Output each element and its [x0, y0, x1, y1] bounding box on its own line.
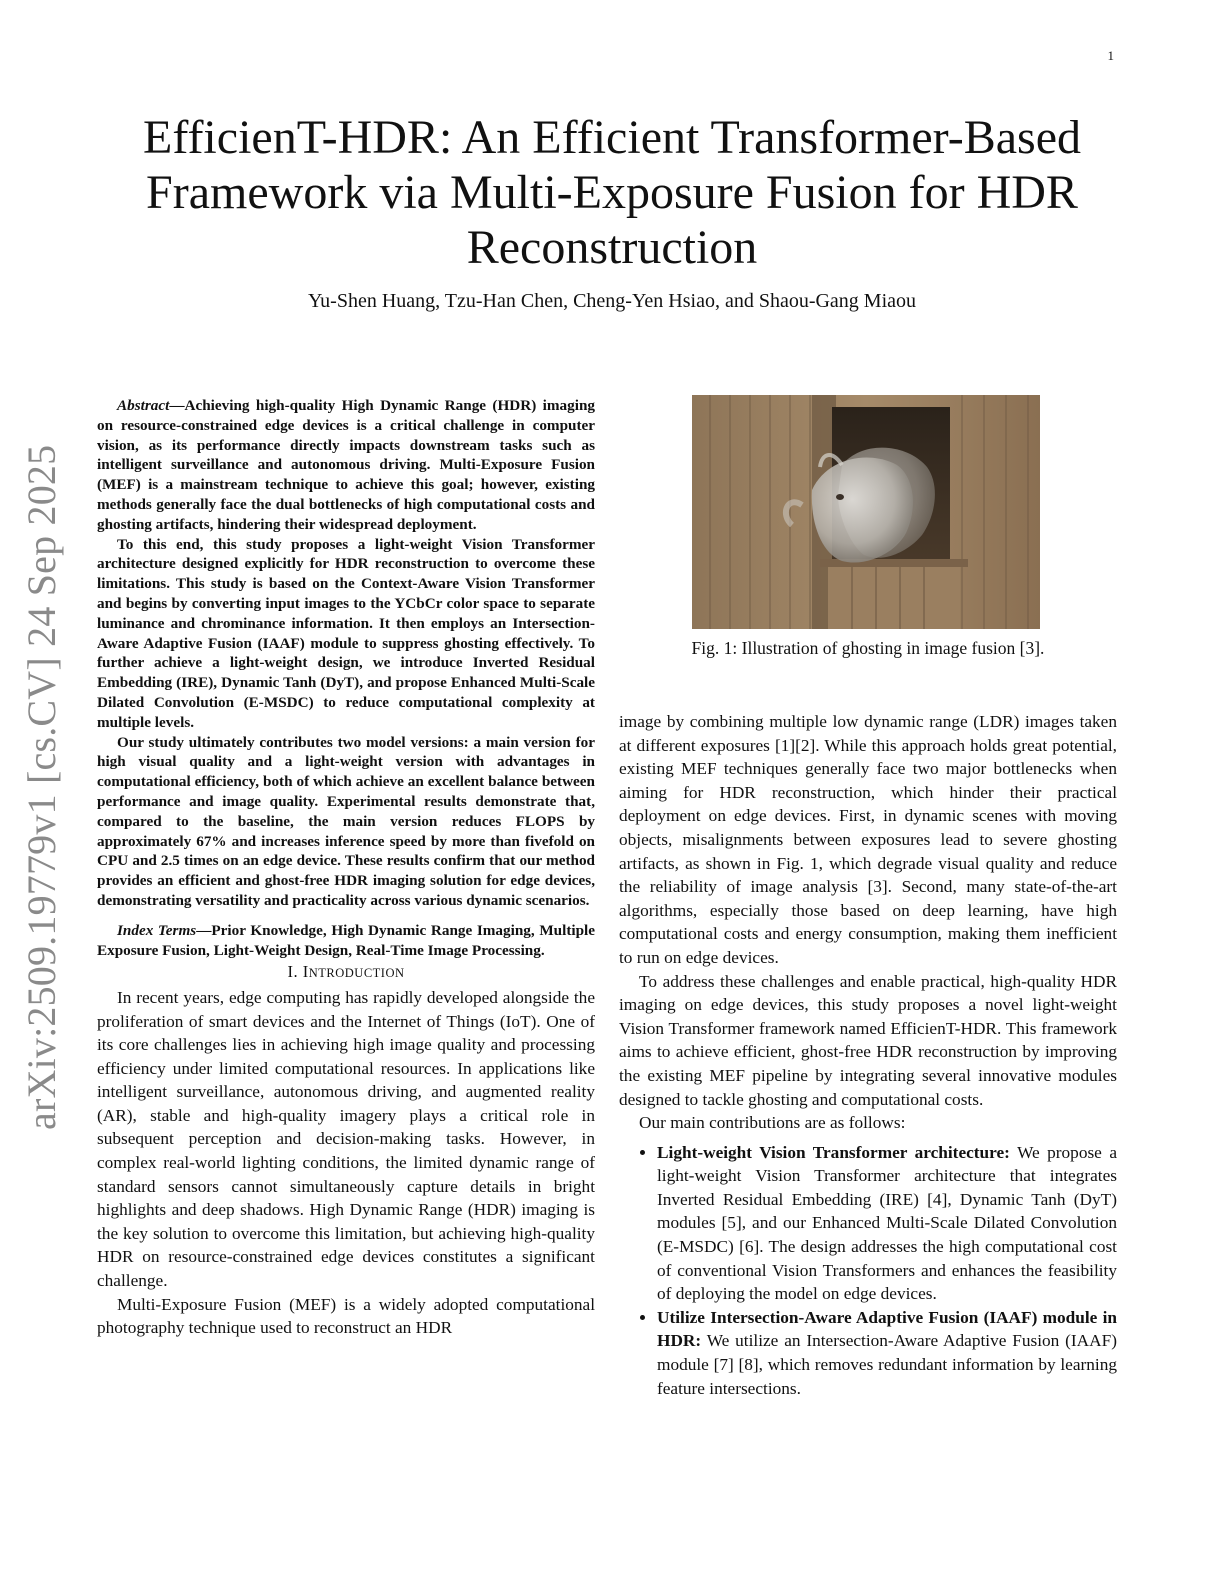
list-item — [657, 1141, 1117, 1306]
paper-title: EfficienT-HDR: An Efficient Transformer-Based Framework via Multi-Exposure Fusion for HDR Reconstruction — [143, 111, 1081, 274]
right-paragraph-1: image by combining multiple low dynamic range (LDR) images taken at different exposures [1][2]. While this approach holds great potential, existing MEF techniques generally face two major bottlenecks when aiming for HDR reconstruction, which hinder their practical deployment on edge devices. First, in dynamic scenes with moving objects, misalignments between exposures lead to severe ghosting artifacts, as shown in Fig. 1, which degrade visual quality and reduce the reliability of image analysis [3]. Second, many state-of-the-art algorithms, especially those based on deep learning, have high computational costs and energy consumption, making them inefficient to run on edge devices. — [619, 712, 1117, 967]
section-heading-introduction — [97, 960, 595, 986]
contribution-heading: Utilize Intersection-Aware Adaptive Fusion (IAAF) module in HDR: — [657, 1307, 1117, 1351]
abstract — [97, 396, 595, 960]
section-number: I. — [287, 962, 303, 982]
intro-paragraph-2: Multi-Exposure Fusion (MEF) is a widely adopted computational photography technique used to reconstruct an HDR — [97, 1294, 595, 1338]
index-terms — [97, 921, 595, 961]
figure-caption: Fig. 1: Illustration of ghosting in image fusion [3]. — [691, 638, 1045, 658]
left-column — [97, 396, 595, 1340]
right-paragraph-2: To address these challenges and enable practical, high-quality HDR imaging on edge devices, this study proposes a novel light-weight Vision Transformer framework named EfficienT-HDR. This framework aims to achieve efficient, ghost-free HDR reconstruction by improving the existing MEF pipeline by integrating several innovative modules designed to tackle ghosting and computational costs. — [619, 971, 1117, 1109]
right-paragraph-3: Our main contributions are as follows: — [639, 1113, 906, 1133]
list-item — [657, 1306, 1117, 1400]
intro-paragraph-1: In recent years, edge computing has rapidly developed alongside the proliferation of smart devices and the Internet of Things (IoT). One of its core challenges lies in achieving high image quality and processing efficiency under limited computational resources. In applications like intelligent surveillance, autonomous driving, and augmented reality (AR), stable and high-quality imagery plays a critical role in subsequent perception and decision-making tasks. However, in complex real-world lighting conditions, the limited dynamic range of standard sensors cannot simultaneously capture details in bright highlights and deep shadows. High Dynamic Range (HDR) imaging is the key solution to overcome this limitation, but achieving high-quality HDR on resource-constrained edge devices constitutes a significant challenge. — [97, 987, 595, 1291]
contribution-heading: Light-weight Vision Transformer architecture: — [657, 1142, 1010, 1162]
author-list: Yu-Shen Huang, Tzu-Han Chen, Cheng-Yen Hsiao, and Shaou-Gang Miaou — [307, 290, 917, 312]
arxiv-stamp: arXiv:2509.19779v1 [cs.CV] 24 Sep 2025 — [19, 444, 64, 1130]
contribution-text: We utilize an Intersection-Aware Adaptive Fusion (IAAF) module [7] [8], which removes redundant information by learning feature intersections. — [657, 1331, 1117, 1398]
section-title-rest: NTRODUCTION — [308, 966, 405, 981]
right-column — [619, 710, 1117, 1400]
contribution-text: We propose a light-weight Vision Transformer architecture that integrates Inverted Residual Embedding (IRE) [4], Dynamic Tanh (DyT) modules [5], and our Enhanced Multi-Scale Dilated Convolution (E-MSDC) [6]. The design addresses the high computational cost of conventional Vision Transformers and enhances the feasibility of deploying the model on edge devices. — [657, 1142, 1117, 1304]
abstract-paragraph-2: To this end, this study proposes a light-weight Vision Transformer architecture designed explicitly for HDR reconstruction to overcome these limitations. This study is based on the Context-Aware Vision Transformer and begins by converting input images to the YCbCr color space to separate luminance and chrominance information. It then employs an Intersection-Aware Adaptive Fusion (IAAF) module to suppress ghosting effectively. To further achieve a light-weight design, we introduce Inverted Residual Embedding (IRE), Dynamic Tanh (DyT), and propose Enhanced Multi-Scale Dilated Convolution (E-MSDC) to reduce computational complexity at multiple levels. — [97, 535, 595, 731]
abstract-paragraph-1: —Achieving high-quality High Dynamic Range (HDR) imaging on resource-constrained edge devices is a critical challenge in computer vision, as its performance directly impacts downstream tasks such as intelligent surveillance and autonomous driving. Multi-Exposure Fusion (MEF) is a mainstream technique to achieve this goal; however, existing methods generally face the dual bottlenecks of high computational costs and ghosting artifacts, hindering their widespread deployment. — [97, 397, 595, 533]
index-terms-text: —Prior Knowledge, High Dynamic Range Imaging, Multiple Exposure Fusion, Light-Weight Design, Real-Time Image Processing. — [97, 921, 595, 959]
figure-horse-ghosting-image — [692, 395, 1040, 629]
page-number: 1 — [1107, 48, 1114, 63]
abstract-label: Abstract — [117, 397, 170, 414]
contribution-list — [619, 1141, 1117, 1401]
index-terms-label: Index Terms — [117, 921, 197, 939]
section-title-initial: I — [302, 962, 309, 982]
abstract-paragraph-3: Our study ultimately contributes two model versions: a main version for high visual quality and a light-weight version with advantages in computational efficiency, both of which achieve an excellent balance between performance and image quality. Experimental results demonstrate that, compared to the baseline, the main version reduces FLOPS by approximately 67% and increases inference speed by more than fivefold on CPU and 2.5 times on an edge device. These results confirm that our method provides an efficient and ghost-free HDR imaging solution for edge devices, demonstrating versatility and practicality across various dynamic scenarios. — [97, 733, 595, 909]
